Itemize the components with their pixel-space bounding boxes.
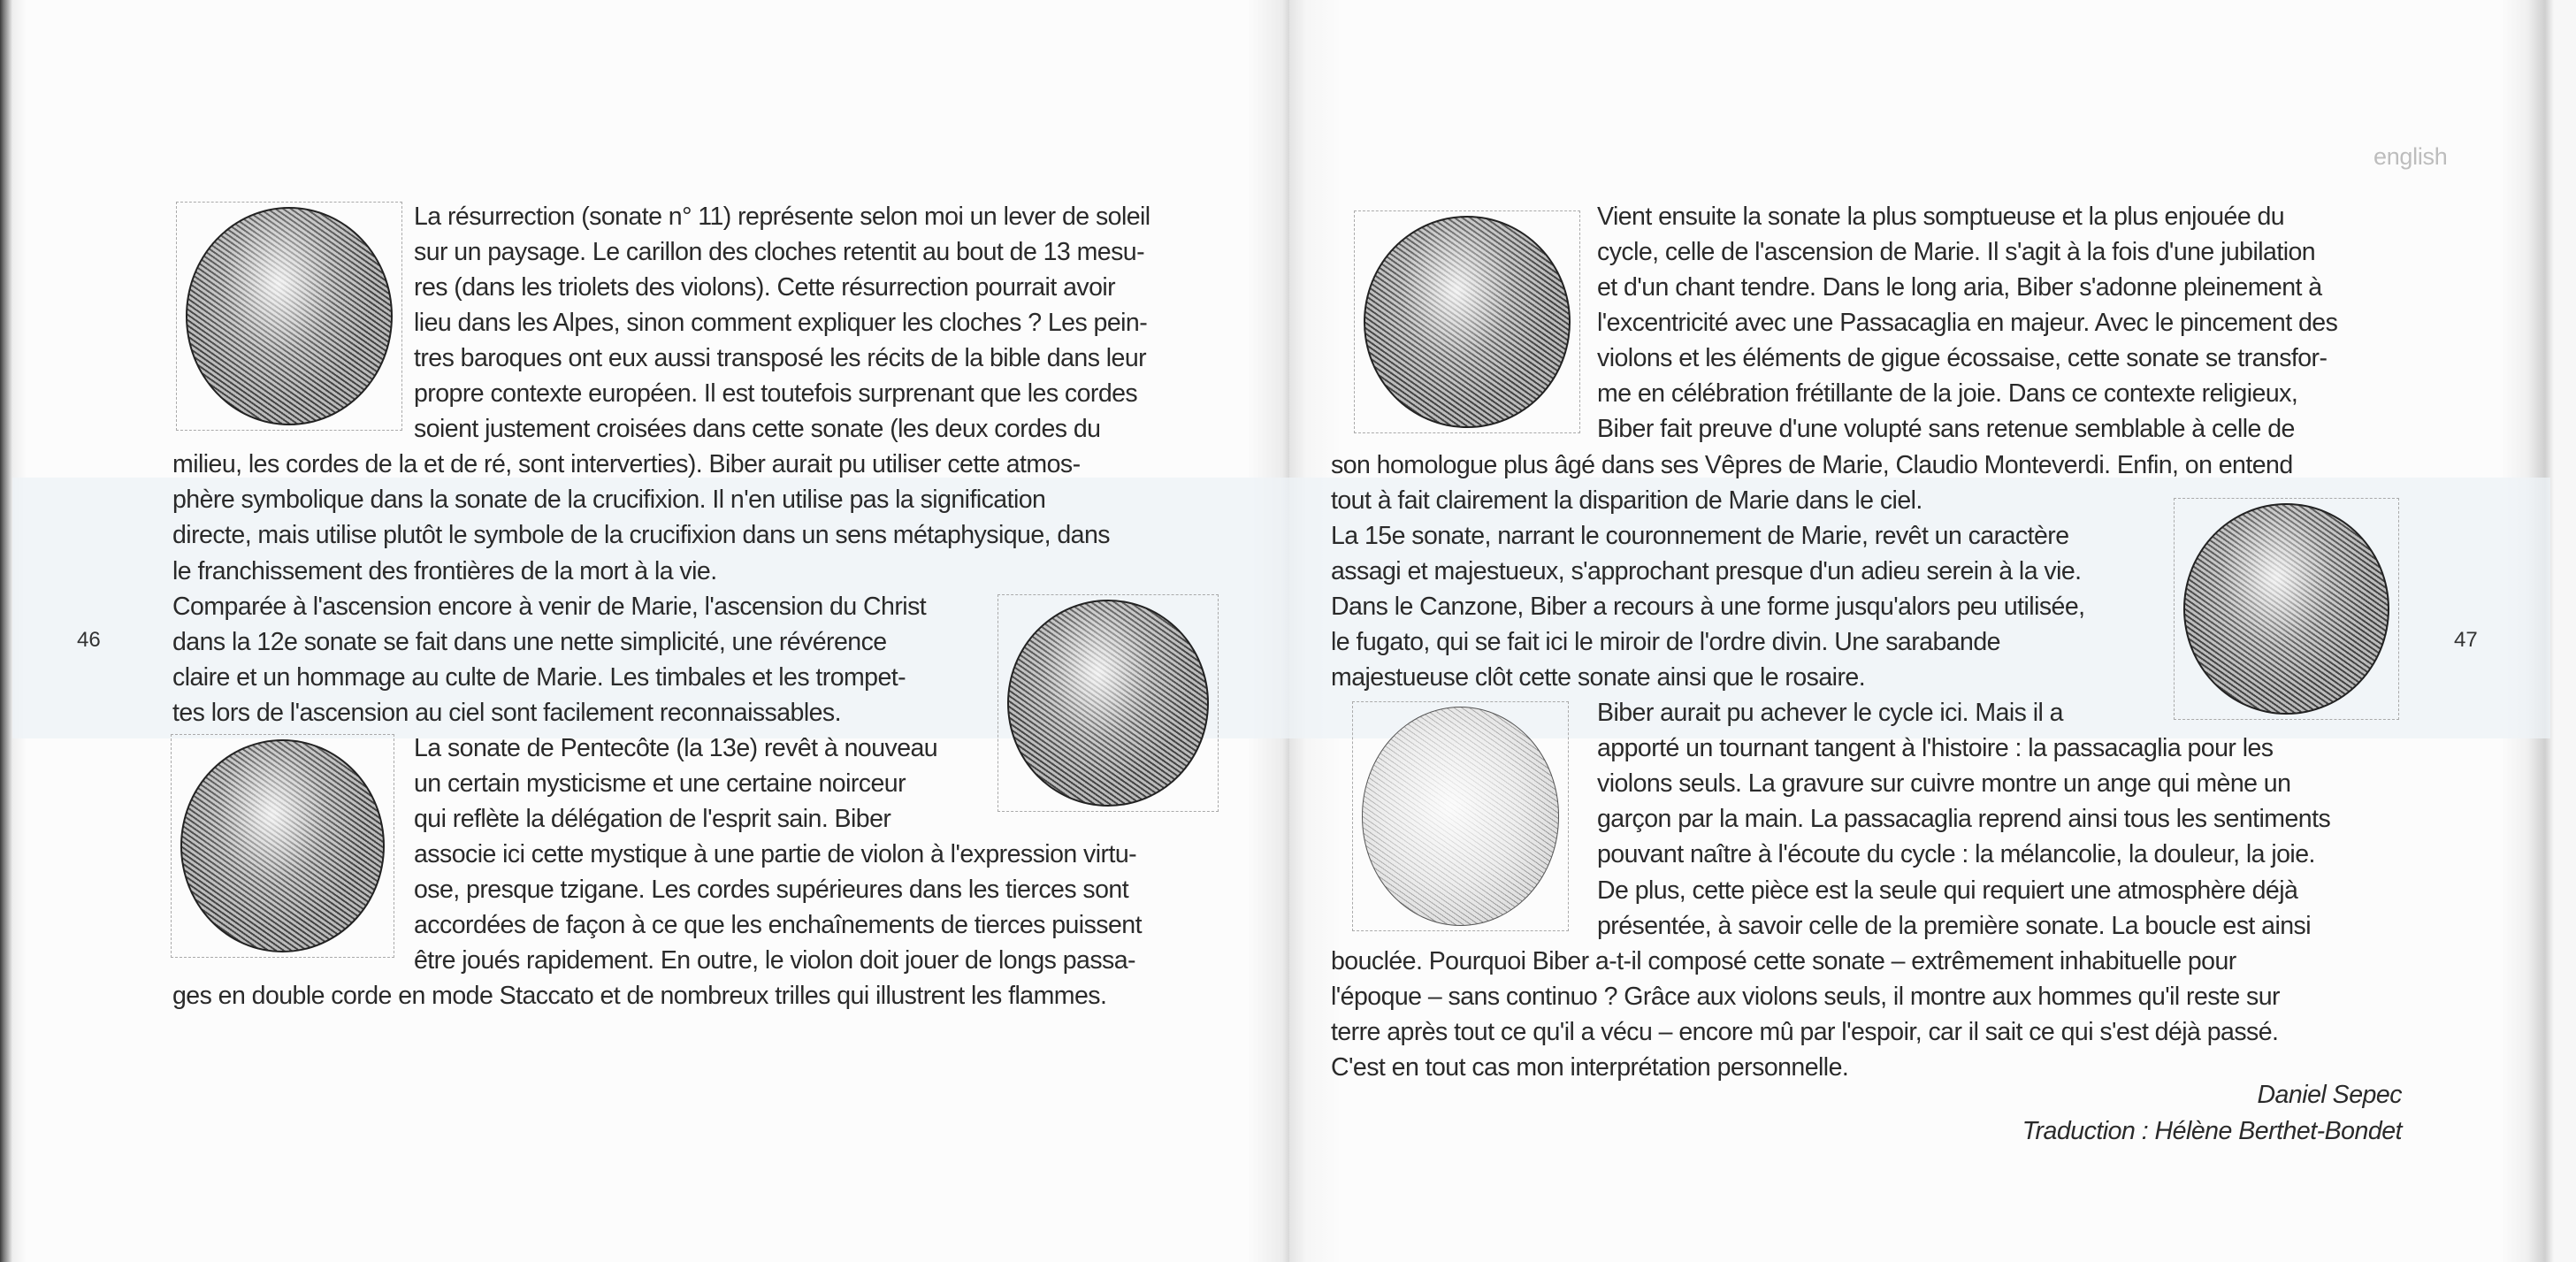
text-line: claire et un hommage au culte de Marie. Les timbales et les trompet-: [172, 662, 906, 692]
text-line: violons et les éléments de gigue écossaise, cette sonate se transfor-: [1597, 344, 2328, 373]
text-line: res (dans les triolets des violons). Cette résurrection pourrait avoir: [414, 273, 1116, 302]
text-line: De plus, cette pièce est la seule qui requiert une atmosphère déjà: [1597, 876, 2298, 905]
text-line: La 15e sonate, narrant le couronnement de Marie, revêt un caractère: [1331, 521, 2069, 550]
text-line: La sonate de Pentecôte (la 13e) revêt à nouveau: [414, 733, 938, 762]
text-line: Comparée à l'ascension encore à venir de Marie, l'ascension du Christ: [172, 592, 927, 621]
text-line: assagi et majestueux, s'approchant presque d'un adieu serein à la vie.: [1331, 556, 2082, 585]
author-signature: Daniel Sepec: [2257, 1081, 2402, 1109]
engraving-image: [2183, 503, 2389, 715]
text-line: présentée, à savoir celle de la première sonate. La boucle est ainsi: [1597, 911, 2312, 940]
engraving-image: [1362, 707, 1560, 926]
text-line: tout à fait clairement la disparition de Marie dans le ciel.: [1331, 486, 1922, 515]
engraving-ascension-christ: [998, 594, 1219, 812]
engraving-image: [180, 739, 385, 952]
text-line: l'excentricité avec une Passacaglia en majeur. Avec le pincement des: [1597, 309, 2338, 338]
text-line: directe, mais utilise plutôt le symbole de la crucifixion dans un sens métaphysique, dans: [172, 521, 1110, 550]
text-line: ges en double corde en mode Staccato et de nombreux trilles qui illustrent les flammes.: [172, 982, 1107, 1011]
text-line: milieu, les cordes de la et de ré, sont interverties). Biber aurait pu utiliser cette atmos-: [172, 450, 1081, 479]
text-line: violons seuls. La gravure sur cuivre montre un ange qui mène un: [1597, 769, 2291, 799]
text-line: lieu dans les Alpes, sinon comment expliquer les cloches ? Les pein-: [414, 309, 1148, 338]
text-line: bouclée. Pourquoi Biber a-t-il composé cette sonate – extrêmement inhabituelle pour: [1331, 946, 2236, 975]
engraving-guardian-angel: [1352, 701, 1569, 931]
text-line: Dans le Canzone, Biber a recours à une forme jusqu'alors peu utilisée,: [1331, 592, 2085, 621]
text-line: dans la 12e sonate se fait dans une nette simplicité, une révérence: [172, 627, 887, 656]
text-line: ose, presque tzigane. Les cordes supérieures dans les tierces sont: [414, 875, 1129, 904]
text-line: La résurrection (sonate n° 11) représente selon moi un lever de soleil: [414, 203, 1150, 231]
engraving-image: [1007, 600, 1209, 807]
text-line: le fugato, qui se fait ici le miroir de l'ordre divin. Une sarabande: [1331, 627, 2000, 656]
text-line: sur un paysage. Le carillon des cloches retentit au bout de 13 mesu-: [414, 238, 1145, 267]
text-line: Biber fait preuve d'une volupté sans retenue semblable à celle de: [1597, 415, 2295, 444]
text-line: Biber aurait pu achever le cycle ici. Mais il a: [1597, 699, 2063, 728]
text-line: propre contexte européen. Il est toutefois surprenant que les cordes: [414, 379, 1138, 409]
text-line: tres baroques ont eux aussi transposé les récits de la bible dans leur: [414, 344, 1147, 373]
engraving-pentecost: [171, 734, 394, 958]
engraving-assumption-mary: [1354, 210, 1580, 433]
text-line: associe ici cette mystique à une partie de violon à l'expression virtu-: [414, 839, 1137, 868]
text-line: cycle, celle de l'ascension de Marie. Il s'agit à la fois d'une jubilation: [1597, 238, 2316, 267]
text-line: C'est en tout cas mon interprétation personnelle.: [1331, 1052, 1849, 1082]
text-line: terre après tout ce qu'il a vécu – encore mû par l'espoir, car il sait ce qui s'est déjà passé.: [1331, 1017, 2279, 1046]
text-line: pouvant naître à l'écoute du cycle : la mélancolie, la douleur, la joie.: [1597, 840, 2315, 869]
text-line: phère symbolique dans la sonate de la crucifixion. Il n'en utilise pas la signification: [172, 486, 1046, 515]
translator-credit: Traduction : Hélène Berthet-Bondet: [2022, 1117, 2402, 1145]
text-line: me en célébration frétillante de la joie. Dans ce contexte religieux,: [1597, 379, 2298, 409]
text-line: l'époque – sans continuo ? Grâce aux violons seuls, il montre aux hommes qu'il reste sur: [1331, 982, 2280, 1011]
engraving-resurrection: [176, 202, 402, 431]
text-line: majestueuse clôt cette sonate ainsi que le rosaire.: [1331, 663, 1866, 692]
page-number-right: 47: [2454, 628, 2478, 652]
page-number-left: 46: [77, 628, 101, 652]
text-line: un certain mysticisme et une certaine noirceur: [414, 769, 906, 798]
text-line: garçon par la main. La passacaglia reprend ainsi tous les sentiments: [1597, 805, 2331, 834]
text-line: Vient ensuite la sonate la plus somptueuse et la plus enjouée du: [1597, 203, 2285, 231]
text-line: et d'un chant tendre. Dans le long aria, Biber s'adonne pleinement à: [1597, 273, 2322, 302]
engraving-image: [1364, 216, 1571, 428]
text-line: être joués rapidement. En outre, le violon doit jouer de longs passa-: [414, 946, 1135, 975]
text-line: qui reflète la délégation de l'esprit sain. Biber: [414, 804, 891, 833]
engraving-image: [186, 207, 393, 425]
text-line: accordées de façon à ce que les enchaînements de tierces puissent: [414, 911, 1142, 939]
engraving-coronation-mary: [2174, 498, 2399, 720]
text-line: soient justement croisées dans cette sonate (les deux cordes du: [414, 415, 1101, 444]
language-label: english: [2373, 143, 2448, 170]
text-line: apporté un tournant tangent à l'histoire : la passacaglia pour les: [1597, 734, 2274, 763]
text-line: son homologue plus âgé dans ses Vêpres de Marie, Claudio Monteverdi. Enfin, on entend: [1331, 450, 2293, 479]
text-line: le franchissement des frontières de la mort à la vie.: [172, 556, 717, 585]
text-line: tes lors de l'ascension au ciel sont facilement reconnaissables.: [172, 698, 841, 727]
